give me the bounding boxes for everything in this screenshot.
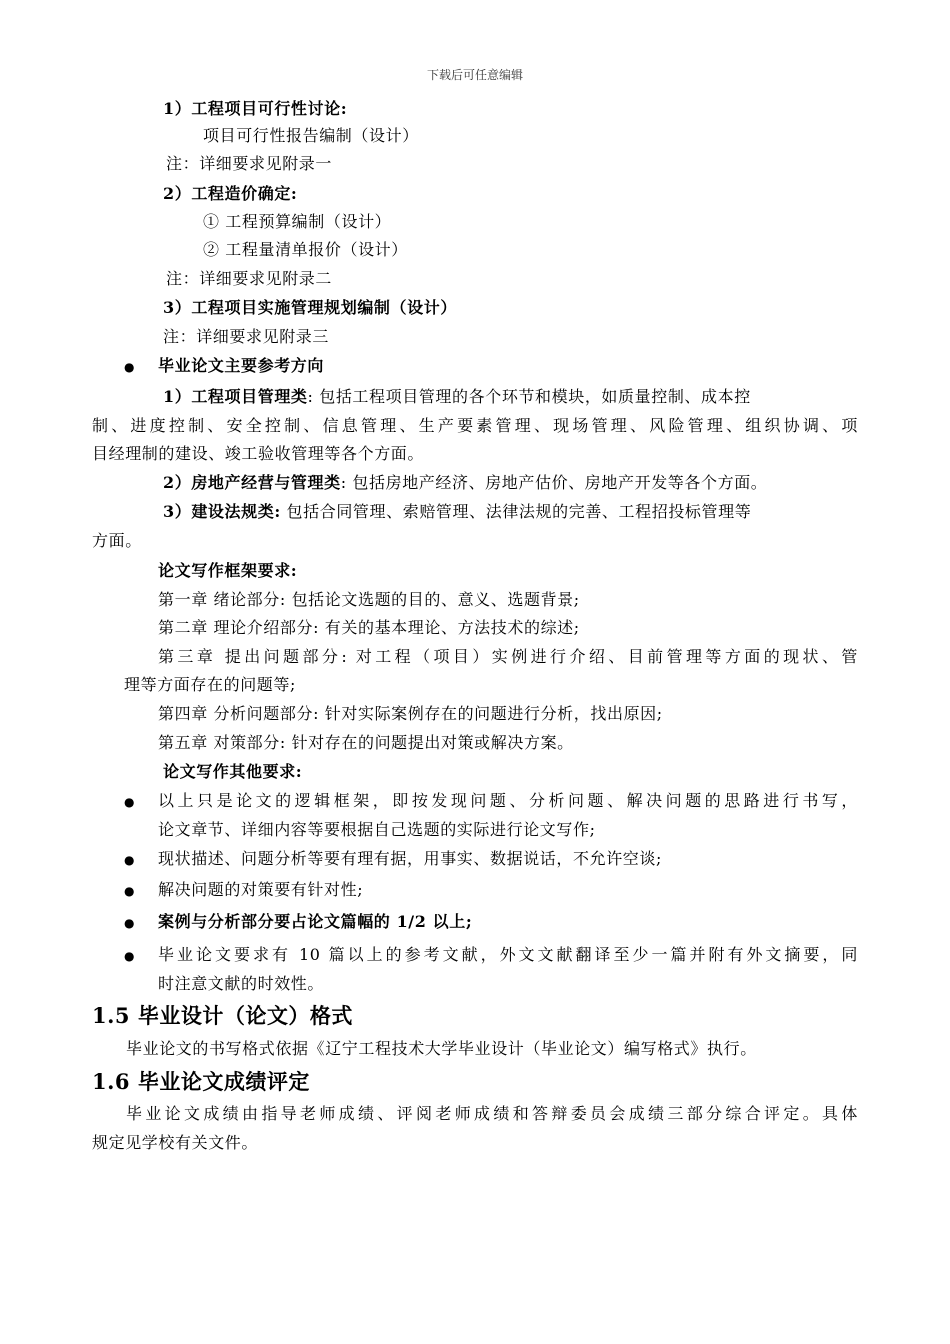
chapter-3-line-2: 理等方面存在的问题等; — [124, 675, 296, 694]
other-1-line-2: 论文章节、详细内容等要根据自己选题的实际进行论文写作; — [158, 820, 596, 839]
page-header: 下载后可任意编辑 — [426, 68, 523, 82]
direction-2-line-1 — [163, 472, 767, 494]
bullet-icon: ● — [124, 884, 135, 898]
direction-3-text: 包括合同管理、索赔管理、法律法规的完善、工程招投标管理等 — [280, 502, 752, 521]
other-title: 论文写作其他要求: — [163, 762, 303, 781]
other-1-line-1: 以上只是论文的逻辑框架，即按发现问题、分析问题、解决问题的思路进行书写， — [158, 791, 858, 810]
direction-1-label: 1）工程项目管理类 — [163, 387, 308, 406]
direction-1-text: : 包括工程项目管理的各个环节和模块，如质量控制、成本控 — [307, 387, 751, 406]
s3-note: 注：详细要求见附录三 — [163, 327, 330, 346]
direction-3-label: 3）建设法规类: — [163, 502, 281, 521]
section-1-5-body: 毕业论文的书写格式依据《辽宁工程技术大学毕业设计（毕业论文）编写格式》执行。 — [126, 1039, 757, 1058]
section-1-6-body-line-1: 毕业论文成绩由指导老师成绩、评阅老师成绩和答辩委员会成绩三部分综合评定。具体 — [126, 1104, 858, 1123]
framework-title: 论文写作框架要求: — [158, 561, 298, 580]
s2-item-1: ① 工程预算编制（设计） — [203, 212, 392, 231]
s1-item: 项目可行性报告编制（设计） — [203, 126, 419, 145]
direction-1-line-2: 制、进度控制、安全控制、信息管理、生产要素管理、现场管理、风险管理、组织协调、项 — [92, 416, 858, 435]
other-5-line-2: 时注意文献的时效性。 — [158, 974, 325, 993]
s2-note: 注：详细要求见附录二 — [166, 269, 333, 288]
bullet-icon: ● — [124, 949, 135, 963]
s2-item-2: ② 工程量清单报价（设计） — [203, 240, 408, 259]
other-3: 解决问题的对策要有针对性; — [158, 880, 364, 899]
s2-heading: 2）工程造价确定: — [163, 184, 298, 203]
chapter-4: 第四章 分析问题部分: 针对实际案例存在的问题进行分析，找出原因; — [158, 704, 663, 723]
direction-1-line-3: 目经理制的建设、竣工验收管理等各个方面。 — [92, 444, 425, 463]
s1-note: 注：详细要求见附录一 — [166, 154, 333, 173]
section-1-5-heading: 1.5 毕业设计（论文）格式 — [92, 1003, 353, 1028]
direction-2-text: : 包括房地产经济、房地产估价、房地产开发等各个方面。 — [340, 473, 768, 492]
section-1-6-heading: 1.6 毕业论文成绩评定 — [92, 1069, 310, 1094]
section-1-6-body-line-2: 规定见学校有关文件。 — [92, 1133, 259, 1152]
directions-title: 毕业论文主要参考方向 — [158, 356, 325, 375]
bullet-icon: ● — [124, 360, 135, 374]
direction-1-line-1 — [163, 386, 751, 408]
other-2: 现状描述、问题分析等要有理有据，用事实、数据说话，不允许空谈; — [158, 849, 662, 868]
bullet-icon: ● — [124, 916, 135, 930]
direction-2-label: 2）房地产经营与管理类 — [163, 473, 341, 492]
chapter-1: 第一章 绪论部分: 包括论文选题的目的、意义、选题背景; — [158, 590, 580, 609]
other-5-line-1: 毕业论文要求有 10 篇以上的参考文献，外文文献翻译至少一篇并附有外文摘要，同 — [158, 945, 858, 964]
chapter-2: 第二章 理论介绍部分: 有关的基本理论、方法技术的综述; — [158, 618, 580, 637]
direction-3-line-2: 方面。 — [92, 531, 142, 550]
s3-heading: 3）工程项目实施管理规划编制（设计） — [163, 298, 457, 317]
chapter-5: 第五章 对策部分: 针对存在的问题提出对策或解决方案。 — [158, 733, 574, 752]
direction-3-line-1 — [163, 501, 751, 523]
bullet-icon: ● — [124, 853, 135, 867]
bullet-icon: ● — [124, 795, 135, 809]
other-4: 案例与分析部分要占论文篇幅的 1/2 以上; — [158, 912, 473, 931]
s1-heading: 1）工程项目可行性讨论: — [163, 99, 348, 118]
chapter-3-line-1: 第三章 提出问题部分: 对工程（项目）实例进行介绍、目前管理等方面的现状、管 — [158, 647, 858, 666]
